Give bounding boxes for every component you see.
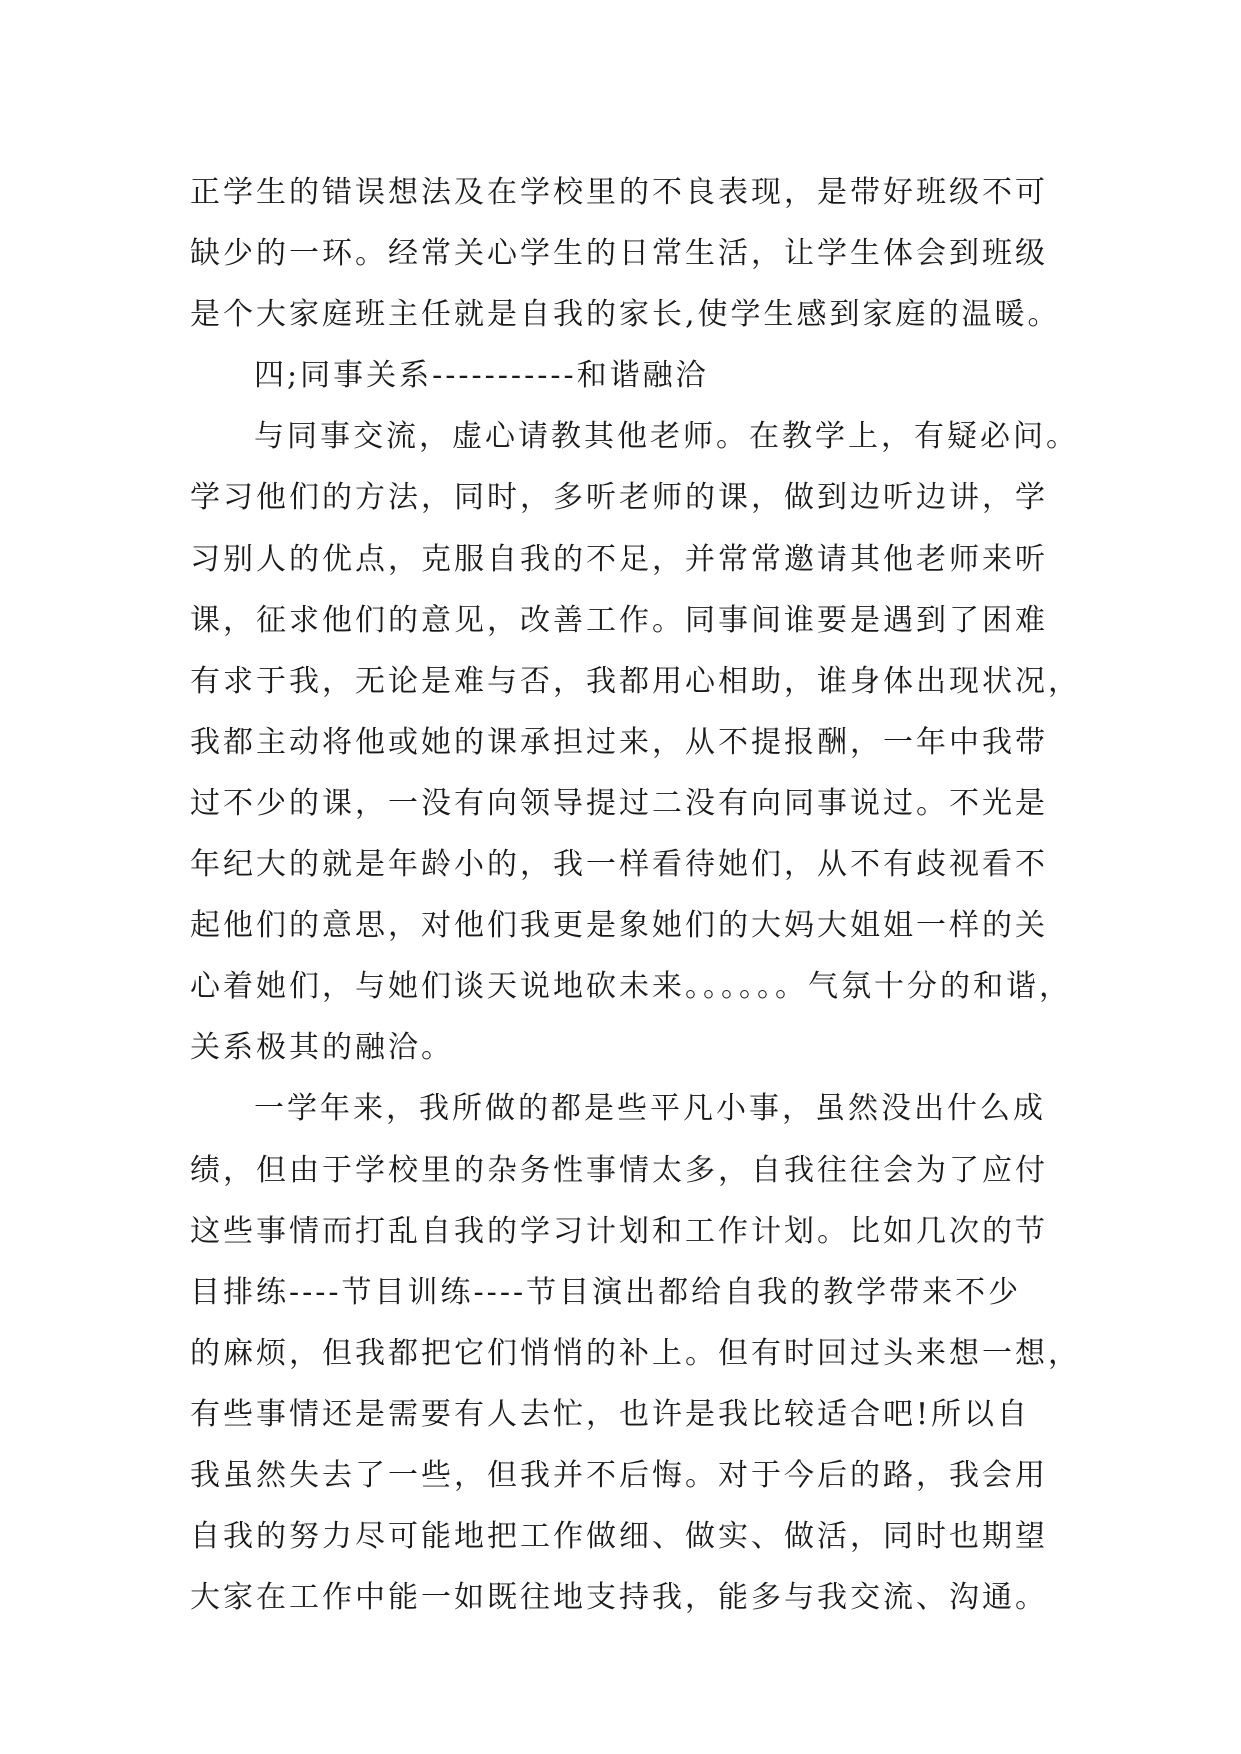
text-line: 目排练----节目训练----节目演出都给自我的教学带来不少 — [190, 1274, 1022, 1310]
text-line: 有些事情还是需要有人去忙，也许是我比较适合吧!所以自 — [190, 1396, 1031, 1432]
text-line: 的麻烦，但我都把它们悄悄的补上。但有时回过头来想一想， — [190, 1335, 1081, 1371]
section-heading: 四;同事关系-----------和谐融洽 — [254, 358, 709, 394]
text-line: 绩，但由于学校里的杂务性事情太多，自我往往会为了应付 — [190, 1152, 1048, 1188]
text-line: 这些事情而打乱自我的学习计划和工作计划。比如几次的节 — [190, 1213, 1048, 1249]
text-line: 一学年来，我所做的都是些平凡小事，虽然没出什么成 — [254, 1091, 1046, 1127]
text-line: 习别人的优点，克服自我的不足，并常常邀请其他老师来听 — [190, 541, 1048, 577]
text-line: 是个大家庭班主任就是自我的家长,使学生感到家庭的温暖。 — [190, 297, 1061, 333]
text-line: 课，征求他们的意见，改善工作。同事间谁要是遇到了困难 — [190, 602, 1048, 638]
text-line: 我虽然失去了一些，但我并不后悔。对于今后的路，我会用 — [190, 1457, 1048, 1493]
text-line: 大家在工作中能一如既往地支持我，能多与我交流、沟通。 — [190, 1580, 1048, 1616]
body-text — [190, 162, 1090, 1628]
text-line: 有求于我，无论是难与否，我都用心相助，谁身体出现状况， — [190, 663, 1081, 699]
text-line: 起他们的意思，对他们我更是象她们的大妈大姐姐一样的关 — [190, 908, 1048, 944]
text-line: 缺少的一环。经常关心学生的日常生活，让学生体会到班级 — [190, 236, 1048, 272]
text-line: 自我的努力尽可能地把工作做细、做实、做活，同时也期望 — [190, 1519, 1048, 1555]
text-line: 与同事交流，虚心请教其他老师。在教学上，有疑必问。 — [254, 419, 1079, 455]
text-line: 关系极其的融洽。 — [190, 1030, 454, 1066]
text-line: 年纪大的就是年龄小的，我一样看待她们，从不有歧视看不 — [190, 847, 1048, 883]
text-line: 过不少的课，一没有向领导提过二没有向同事说过。不光是 — [190, 785, 1048, 821]
text-line: 正学生的错误想法及在学校里的不良表现，是带好班级不可 — [190, 175, 1048, 210]
text-line: 学习他们的方法，同时，多听老师的课，做到边听边讲，学 — [190, 480, 1048, 516]
text-line: 我都主动将他或她的课承担过来，从不提报酬，一年中我带 — [190, 724, 1048, 760]
text-line: 心着她们，与她们谈天说地砍未来。。。。。。气氛十分的和谐， — [190, 969, 1072, 1005]
